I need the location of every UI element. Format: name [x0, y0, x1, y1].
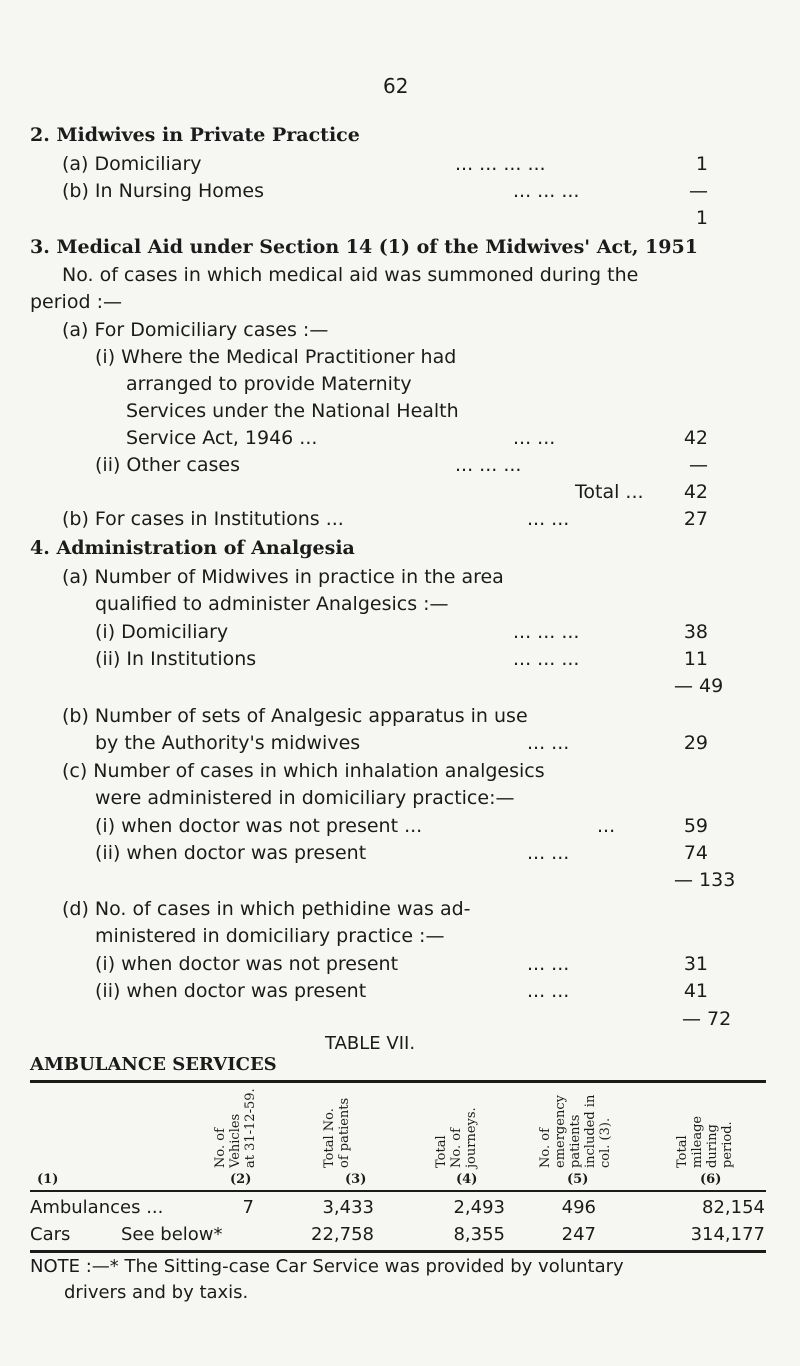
s4-a-institutions-value: 11: [683, 648, 708, 670]
s2-domiciliary-value: 1: [695, 153, 708, 175]
s4-b-value: 29: [683, 732, 708, 754]
s3-item-ii-dots: ... ... ...: [455, 454, 522, 476]
s2-domiciliary-dots: ... ... ... ...: [455, 153, 546, 175]
s4-d-present-dots: ... ...: [527, 980, 570, 1002]
table-row-ambulances-label: Ambulances ...: [30, 1197, 164, 1218]
s4-d-total: — 72: [682, 1008, 732, 1030]
s4-a-institutions-label: (ii) In Institutions: [95, 648, 257, 670]
table-row-cars-label: Cars: [30, 1224, 71, 1245]
table-row-cars-mileage: 314,177: [690, 1224, 765, 1245]
s3-institutions-label: (b) For cases in Institutions ...: [62, 508, 344, 530]
s3-institutions-value: 27: [683, 508, 708, 530]
table-caption: TABLE VII.: [325, 1033, 416, 1054]
s4-d-not-present-value: 31: [683, 953, 708, 975]
col-number-1: (1): [37, 1172, 59, 1187]
s4-a-domiciliary-label: (i) Domiciliary: [95, 621, 229, 643]
col-number-4: (4): [456, 1172, 478, 1187]
table-header-rule: [30, 1190, 766, 1192]
s4-d-present-label: (ii) when doctor was present: [95, 980, 367, 1002]
s4-d-present-value: 41: [683, 980, 708, 1002]
s4-a-line-1: (a) Number of Midwives in practice in the area: [62, 566, 504, 588]
s2-nursing-homes-dots: ... ... ...: [513, 180, 580, 202]
table-note-line-1: NOTE :—* The Sitting-case Car Service was provided by voluntary: [30, 1256, 624, 1277]
col-header-patients: Total No. of patients: [322, 1097, 352, 1168]
s3-item-i-line-4: Service Act, 1946 ...: [126, 427, 318, 449]
s4-b-line-2: by the Authority's midwives: [95, 732, 361, 754]
s4-d-line-2: ministered in domiciliary practice :—: [95, 925, 445, 947]
s3-item-i-line-3: Services under the National Health: [126, 400, 459, 422]
s3-intro-line-2: period :—: [30, 291, 122, 313]
s3-domiciliary-label: (a) For Domiciliary cases :—: [62, 319, 329, 341]
table-note-line-2: drivers and by taxis.: [64, 1282, 249, 1303]
s4-c-line-1: (c) Number of cases in which inhalation analgesics: [62, 760, 545, 782]
section-2-title: 2. Midwives in Private Practice: [30, 124, 360, 146]
table-row-ambulances-mileage: 82,154: [702, 1197, 765, 1218]
s2-nursing-homes-label: (b) In Nursing Homes: [62, 180, 265, 202]
s4-a-line-2: qualified to administer Analgesics :—: [95, 593, 449, 615]
s2-total: 1: [695, 207, 708, 229]
s4-d-not-present-dots: ... ...: [527, 953, 570, 975]
s3-item-i-line-2: arranged to provide Maternity: [126, 373, 412, 395]
s2-nursing-homes-value: —: [689, 180, 708, 202]
s4-a-domiciliary-value: 38: [683, 621, 708, 643]
s4-b-line-1: (b) Number of sets of Analgesic apparatus in use: [62, 705, 528, 727]
col-header-journeys: Total No. of journeys.: [434, 1107, 479, 1168]
s3-item-i-line-1: (i) Where the Medical Practitioner had: [95, 346, 457, 368]
section-4-title: 4. Administration of Analgesia: [30, 537, 355, 559]
s3-item-i-value: 42: [683, 427, 708, 449]
s4-c-total: — 133: [674, 869, 736, 891]
table-row-cars-vehicles: See below*: [121, 1224, 223, 1245]
section-3-title: 3. Medical Aid under Section 14 (1) of the Midwives' Act, 1951: [30, 236, 698, 258]
s3-total-value: 42: [683, 481, 708, 503]
s3-item-i-dots: ... ...: [513, 427, 556, 449]
table-row-cars-emergency: 247: [561, 1224, 596, 1245]
table-top-rule: [30, 1080, 766, 1083]
s4-c-line-2: were administered in domiciliary practice:—: [95, 787, 515, 809]
col-number-2: (2): [230, 1172, 252, 1187]
table-row-ambulances-journeys: 2,493: [453, 1197, 505, 1218]
s4-b-dots: ... ...: [527, 732, 570, 754]
s4-a-institutions-dots: ... ... ...: [513, 648, 580, 670]
s4-a-total: — 49: [674, 675, 724, 697]
s2-domiciliary-label: (a) Domiciliary: [62, 153, 202, 175]
col-number-6: (6): [700, 1172, 722, 1187]
s3-intro-line-1: No. of cases in which medical aid was summoned during the: [62, 264, 639, 286]
s4-c-present-label: (ii) when doctor was present: [95, 842, 367, 864]
col-header-mileage: Total mileage during period.: [675, 1115, 735, 1168]
col-header-vehicles: No. of Vehicles at 31-12-59.: [213, 1088, 258, 1168]
table-row-ambulances-vehicles: 7: [242, 1197, 254, 1218]
table-heading: AMBULANCE SERVICES: [30, 1054, 277, 1075]
s3-item-ii-value: —: [689, 454, 708, 476]
s4-c-present-value: 74: [683, 842, 708, 864]
s3-total-label: Total ...: [575, 481, 644, 503]
table-row-cars-journeys: 8,355: [453, 1224, 505, 1245]
s4-d-line-1: (d) No. of cases in which pethidine was ad-: [62, 898, 471, 920]
col-number-5: (5): [567, 1172, 589, 1187]
table-row-cars-patients: 22,758: [311, 1224, 374, 1245]
page-number: 62: [383, 74, 409, 98]
s4-c-not-present-dots: ...: [597, 815, 616, 837]
table-row-ambulances-patients: 3,433: [322, 1197, 374, 1218]
table-bottom-rule: [30, 1250, 766, 1253]
col-header-emergency: No. of emergency patients included in col. (3).: [538, 1094, 613, 1168]
s4-c-not-present-value: 59: [683, 815, 708, 837]
s3-institutions-dots: ... ...: [527, 508, 570, 530]
s4-d-not-present-label: (i) when doctor was not present: [95, 953, 399, 975]
s4-c-present-dots: ... ...: [527, 842, 570, 864]
col-number-3: (3): [345, 1172, 367, 1187]
s3-item-ii-label: (ii) Other cases: [95, 454, 240, 476]
table-row-ambulances-emergency: 496: [561, 1197, 596, 1218]
s4-a-domiciliary-dots: ... ... ...: [513, 621, 580, 643]
s4-c-not-present-label: (i) when doctor was not present ...: [95, 815, 423, 837]
